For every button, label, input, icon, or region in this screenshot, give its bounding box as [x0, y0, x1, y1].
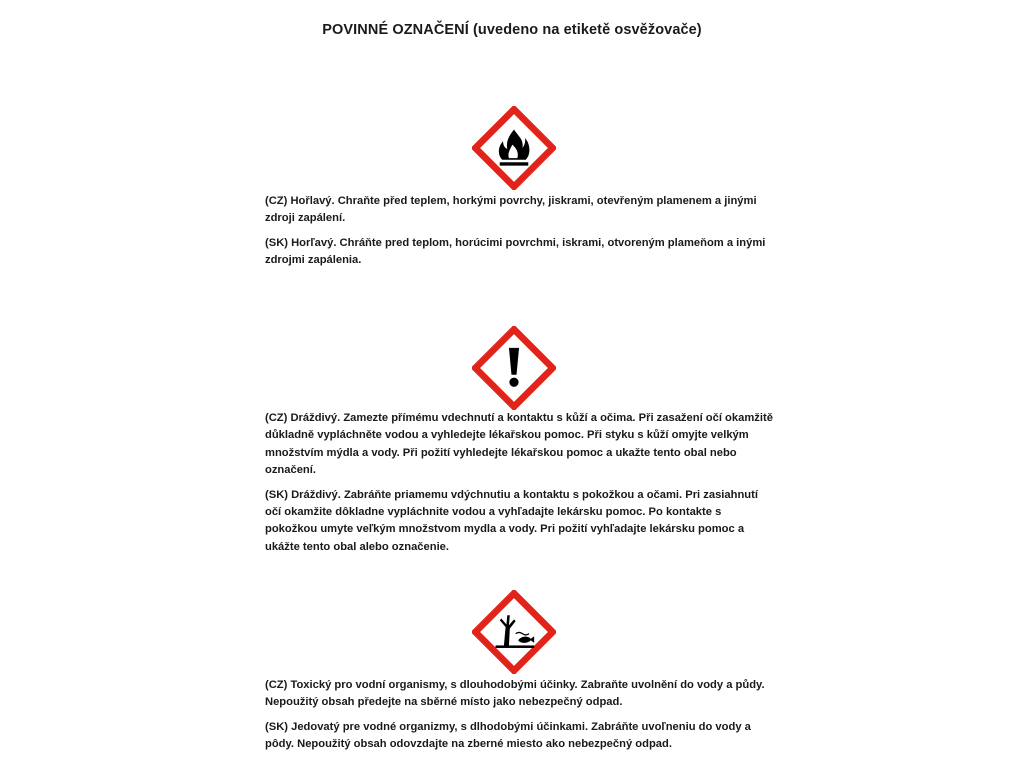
irritant-text-block	[265, 410, 775, 563]
irritant-text-sk: (SK) Dráždivý. Zabráňte priamemu vdýchnutiu a kontaktu s pokožkou a očami. Pri zasiahnutí očí okamžite dôkladne vypláchnite vodou a vyhľadajte lekársku pomoc. Po kontakte s pokožkou umyte veľkým množstvom mydla a vody. Pri požití vyhľadajte lekársku pomoc a ukážte tento obal alebo označenie.	[265, 488, 758, 553]
exclamation-pictogram-icon	[472, 326, 556, 410]
flammable-text-block	[265, 193, 775, 277]
page-title: POVINNÉ OZNAČENÍ (uvedeno na etiketě osvěžovače)	[322, 22, 702, 38]
flame-pictogram-icon	[472, 106, 556, 190]
irritant-text-cz: (CZ) Dráždivý. Zamezte přímému vdechnutí a kontaktu s kůží a očima. Při zasažení očí okamžitě důkladně vypláchněte vodou a vyhledejte lékařskou pomoc. Při styku s kůží omyjte velkým množstvím mýdla a vody. Při požití vyhledejte lékařskou pomoc a ukažte tento obal nebo označení.	[265, 412, 773, 477]
flammable-text-cz: (CZ) Hořlavý. Chraňte před teplem, horkými povrchy, jiskrami, otevřeným plamenem a jinými zdroji zapálení.	[265, 195, 757, 225]
environment-text-sk: (SK) Jedovatý pre vodné organizmy, s dlhodobými účinkami. Zabráňte uvoľneniu do vody a pôdy. Nepoužitý obsah odovzdajte na zberné miesto ako nebezpečný odpad.	[265, 720, 751, 751]
flammable-text-sk: (SK) Horľavý. Chráňte pred teplom, horúcimi povrchmi, iskrami, otvoreným plameňom a inými zdrojmi zapálenia.	[265, 236, 766, 267]
environment-text-block	[265, 677, 775, 761]
environment-pictogram-icon	[472, 590, 556, 674]
environment-text-cz: (CZ) Toxický pro vodní organismy, s dlouhodobými účinky. Zabraňte uvolnění do vody a půdy. Nepoužitý obsah předejte na sběrné místo jako nebezpečný odpad.	[265, 679, 765, 709]
